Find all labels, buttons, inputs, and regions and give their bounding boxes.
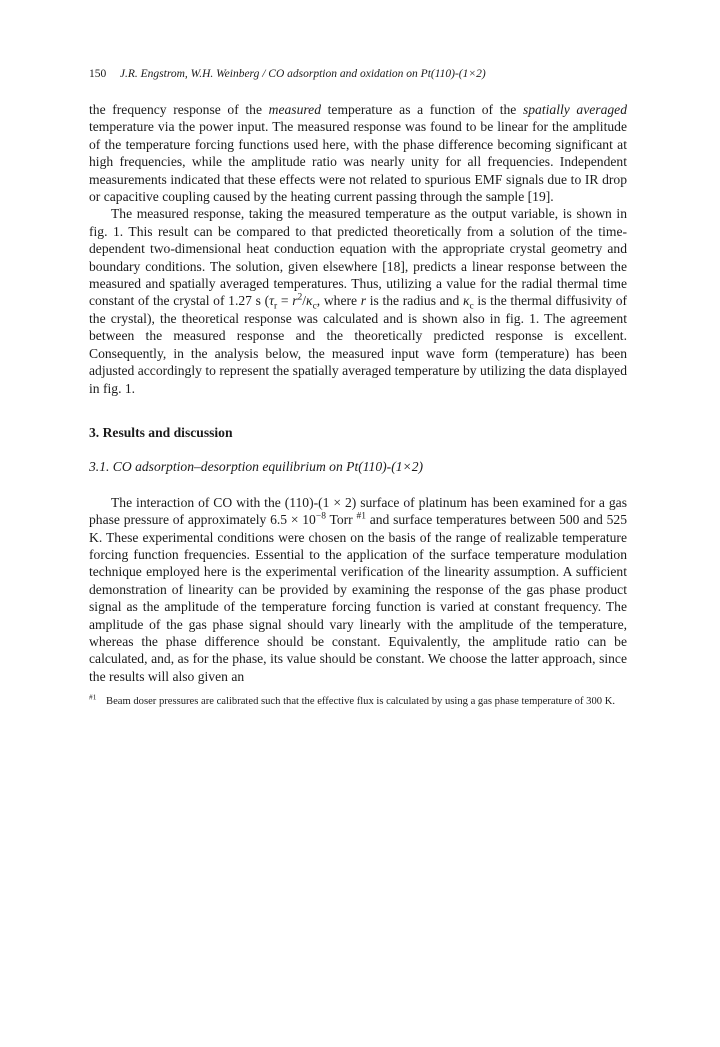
subsection-heading: 3.1. CO adsorption–desorption equilibrium on Pt(110)-(1×2) (89, 459, 424, 475)
journal-page (89, 66, 627, 709)
footnote-reference[interactable]: #1 (356, 511, 366, 522)
page-number: 150 (89, 68, 107, 80)
footnote (89, 692, 627, 709)
section-heading: 3. Results and discussion (89, 424, 233, 440)
paragraph-1: the frequency response of the measured temperature as a function of the spatially averaged temperature via the power input. The measured response was found to be linear for the amplitude of the temperature forcing functions used here, with the phase difference becoming significant at high frequencies, while the amplitude ratio was nearly unity for all frequencies. Independent measurements indicated that these effects were not related to spurious EMF signals due to IR drop or capacitive coupling caused by the heating current passing through the sample [19]. (89, 102, 628, 205)
paragraph-2: The measured response, taking the measured temperature as the output variable, is shown in fig. 1. This result can be compared to that predicted theoretically from a solution of the time-dependent two-dimensional heat conduction equation with the appropriate crystal geometry and boundary conditions. The solution, given elsewhere [18], predicts a linear response between the measured and spatially averaged temperatures. Thus, utilizing a value for the radial thermal time constant of the crystal of 1.27 s ($\tau_r = r^2/\kappa_c$, where r is the radius and $\kappa_c$ is the thermal diffusivity of the crystal), the theoretical response was calculated and is shown also in fig. 1. The agreement between the measured response and the theoretically predicted response is excellent. Consequently, in the analysis below, the measured input wave form (temperature) has been adjusted accordingly to represent the spatially averaged temperature by utilizing the data displayed in fig. 1. (89, 206, 628, 396)
paragraph-3: The interaction of CO with the (110)-(1 × 2) surface of platinum has been examined for a gas phase pressure of approximately $6.5 \times 10^{-8}$ Torr $^{\#1}$ and surface temperatures between 500 and 525 K. These experimental conditions were chosen on the basis of the range of realizable temperature forcing function frequencies. Essential to the application of the surface temperature modulation technique employed here is the experimental verification of the linearity assumption. A sufficient demonstration of linearity can be provided by examining the response of the gas phase product signal as the amplitude of the temperature forcing function is varied at constant frequency. The amplitude of the gas phase signal should vary linearly with the amplitude of the temperature, whereas the phase difference should be constant. Equivalently, the amplitude ratio can be calculated, and, as for the phase, its value should be constant. We choose the latter approach, since the results will also given an (89, 494, 627, 684)
running-title: J.R. Engstrom, W.H. Weinberg / CO adsorption and oxidation on Pt(110)-(1×2) (119, 68, 486, 80)
running-head (89, 66, 627, 82)
footnote-text: Beam doser pressures are calibrated such that the effective flux is calculated by using a gas phase temperature of 300 K. (106, 696, 615, 708)
footnote-mark: #1 (89, 692, 97, 702)
